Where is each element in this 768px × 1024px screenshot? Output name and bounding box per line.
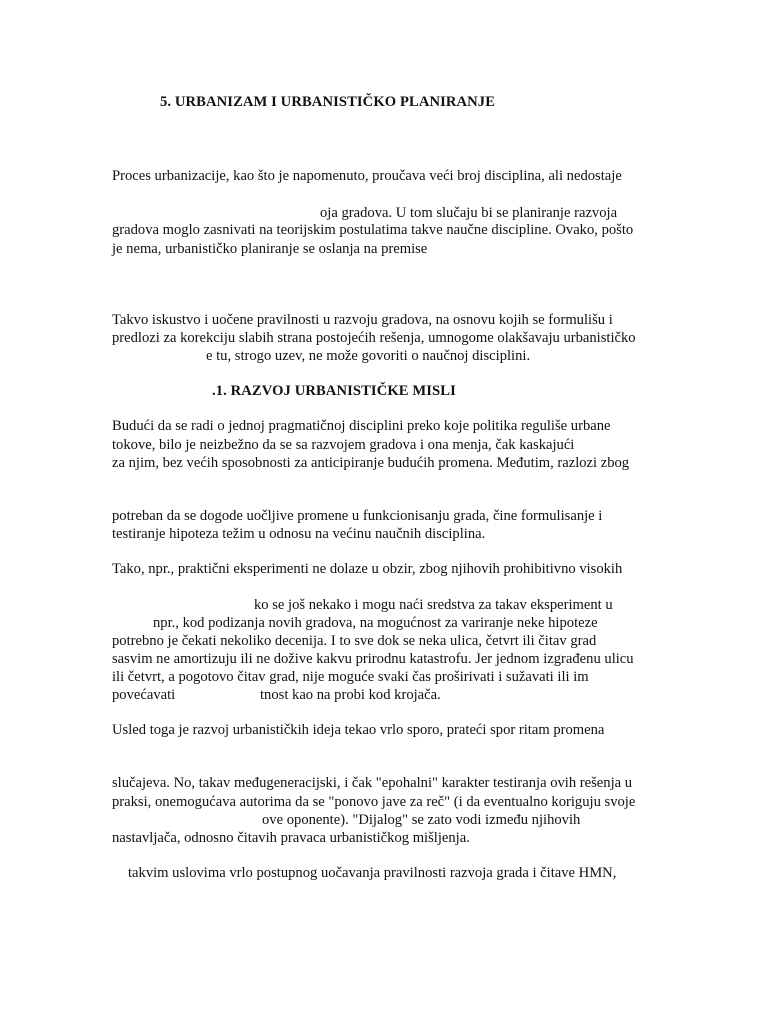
text-line: Usled toga je razvoj urbanističkih ideja tekao vrlo sporo, prateći spor ritam promena [112,722,605,738]
text-line: Proces urbanizacije, kao što je napomenuto, proučava veći broj disciplina, ali nedostaje [112,168,622,184]
text-line: Tako, npr., praktični eksperimenti ne dolaze u obzir, zbog njihovih prohibitivno visokih [112,561,623,577]
text-line: ko se još nekako i mogu naći sredstva za takav eksperiment u [254,597,613,613]
text-line: oja gradova. U tom slučaju bi se planiranje razvoja [320,205,618,221]
text-line: je nema, urbanističko planiranje se oslanja na premise [112,241,428,257]
text-line: nastavljača, odnosno čitavih pravaca urbanističkog mišljenja. [112,830,470,846]
text-line: slučajeva. No, takav međugeneracijski, i čak "epohalni" karakter testiranja ovih rešenja u [112,775,633,791]
text-line: ove oponente). "Dijalog" se zato vodi između njihovih [262,812,581,828]
text-line: tokove, bilo je neizbežno da se sa razvojem gradova i ona menja, čak kaskajući [112,437,575,453]
text-line: potreban da se dogode uočljive promene u funkcionisanju grada, čine formulisanje i [112,508,603,524]
text-line: tnost kao na probi kod krojača. [260,687,441,703]
text-line: sasvim ne amortizuju ili ne dožive kakvu prirodnu katastrofu. Jer jednom izgrađenu ulicu [112,651,634,667]
text-line: testiranje hipoteza težim u odnosu na većinu naučnih disciplina. [112,526,486,542]
text-line: ili četvrt, a pogotovo čitav grad, nije moguće svaki čas proširivati i sužavati ili im [112,669,589,685]
text-line: predlozi za korekciju slabih strana postojećih rešenja, umnogome olakšavaju urbanističko [112,330,636,346]
text-line: e tu, strogo uzev, ne može govoriti o naučnoj disciplini. [206,348,531,364]
section-heading: 5. URBANIZAM I URBANISTIČKO PLANIRANJE [160,94,496,110]
text-line: Takvo iskustvo i uočene pravilnosti u razvoju gradova, na osnovu kojih se formulišu i [112,312,613,328]
text-line: npr., kod podizanja novih gradova, na mogućnost za variranje neke hipoteze [153,615,598,631]
text-line: Budući da se radi o jednoj pragmatičnoj disciplini preko koje politika reguliše urbane [112,418,611,434]
text-line: praksi, onemogućava autorima da se "ponovo jave za reč" (i da eventualno koriguju svoje [112,794,636,810]
subsection-heading: .1. RAZVOJ URBANISTIČKE MISLI [212,383,456,399]
text-line: povećavati [112,687,176,703]
text-line: takvim uslovima vrlo postupnog uočavanja pravilnosti razvoja grada i čitave HMN, [128,865,617,881]
text-line: potrebno je čekati nekoliko decenija. I to sve dok se neka ulica, četvrt ili čitav grad [112,633,597,649]
text-line: za njim, bez većih sposobnosti za anticipiranje budućih promena. Međutim, razlozi zbog [112,455,630,471]
text-line: gradova moglo zasnivati na teorijskim postulatima takve naučne discipline. Ovako, pošto [112,222,634,238]
